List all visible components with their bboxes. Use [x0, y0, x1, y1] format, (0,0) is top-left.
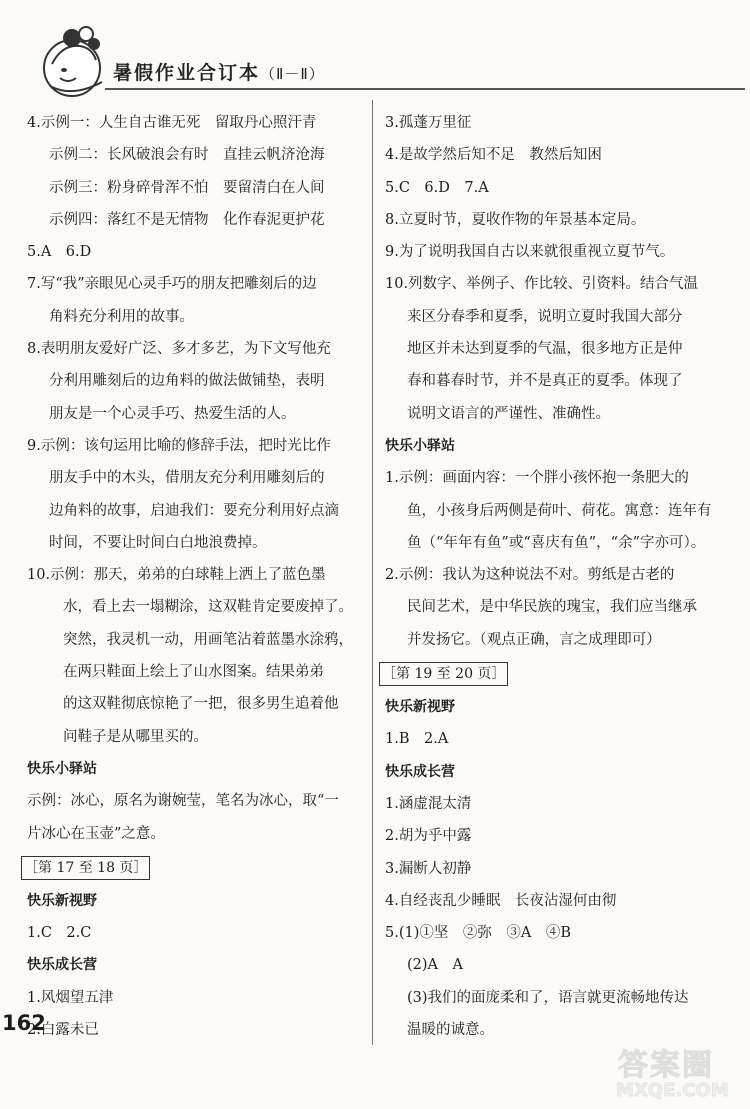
- section-heading: 快乐成长营: [27, 957, 97, 974]
- answer-line: 地区并未达到夏季的气温，很多地方正是仲: [407, 341, 683, 358]
- answer-line: 朋友是一个心灵手巧、热爱生活的人。: [49, 405, 296, 422]
- section-heading: 快乐新视野: [385, 699, 455, 716]
- answer-line: 示例二：长风破浪会有时 直挂云帆济沧海: [49, 147, 325, 164]
- answer-line: 2.示例：我认为这种说法不对。剪纸是古老的: [385, 567, 675, 584]
- answer-line: 9.示例：该句运用比喻的修辞手法，把时光比作: [27, 437, 331, 454]
- answer-line: 示例三：粉身碎骨浑不怕 要留清白在人间: [49, 179, 325, 196]
- answer-line: 1.涵虚混太清: [385, 795, 472, 812]
- watermark: [612, 1040, 742, 1104]
- answer-line: 4.自经丧乱少睡眠 长夜沾湿何由彻: [385, 892, 617, 909]
- answer-line: 说明文语言的严谨性、准确性。: [407, 405, 610, 422]
- answer-line: 时间，不要让时间白白地浪费掉。: [49, 534, 267, 551]
- page-number: 162: [2, 1011, 46, 1035]
- section-heading: 快乐成长营: [385, 763, 455, 780]
- answer-line: 1.风烟望五津: [27, 989, 114, 1006]
- answer-line: 4.是故学然后知不足 教然后知困: [385, 147, 602, 164]
- answer-line: 并发扬它。（观点正确，言之成理即可）: [407, 631, 661, 648]
- book-mascot-logo-icon: [42, 24, 114, 100]
- section-heading: 快乐新视野: [27, 892, 97, 909]
- watermark-cn: 答案圈: [618, 1048, 714, 1083]
- answer-line: (2)A A: [407, 957, 463, 974]
- watermark-url: MXQE.COM: [616, 1080, 729, 1101]
- answer-line: 片冰心在玉壶”之意。: [27, 825, 165, 842]
- answer-line: 在两只鞋面上绘上了山水图案。结果弟弟: [63, 664, 324, 681]
- book-title-main: 暑假作业合订本: [113, 62, 261, 84]
- column-divider: [372, 100, 373, 1045]
- answer-line: 角料充分利用的故事。: [49, 308, 194, 325]
- answer-line: 鱼（“年年有鱼”或“喜庆有鱼”，“余”字亦可）。: [407, 534, 706, 551]
- answer-line: 1.C 2.C: [27, 925, 92, 942]
- answer-line: 5.(1)①坚 ②弥 ③A ④B: [385, 925, 571, 942]
- answer-line: 2.胡为乎中露: [385, 828, 472, 845]
- answer-line: 示例四：落红不是无情物 化作春泥更护花: [49, 211, 325, 228]
- answer-line: 突然，我灵机一动，用画笔沾着蓝墨水涂鸦，: [63, 631, 353, 648]
- answer-line: 朋友手中的木头，借朋友充分利用雕刻后的: [49, 470, 325, 487]
- answer-line: 9.为了说明我国自古以来就很重视立夏节气。: [385, 244, 675, 261]
- answer-line: 3.漏断人初静: [385, 860, 472, 877]
- answer-line: 3.孤蓬万里征: [385, 115, 472, 131]
- book-title-volume: （Ⅱ－Ⅱ）: [260, 65, 325, 83]
- answer-line: 水，看上去一塌糊涂，这双鞋肯定要废掉了。: [63, 599, 353, 616]
- section-heading: 快乐小驿站: [27, 760, 97, 777]
- page-header: [0, 0, 750, 105]
- answer-line: 5.A 6.D: [27, 244, 92, 261]
- answer-line: 2.白露未已: [27, 1022, 99, 1039]
- page-range-label: ［第 19 至 20 页］: [379, 662, 508, 686]
- answer-line: 8.立夏时节，夏收作物的年景基本定局。: [385, 211, 646, 228]
- answer-line: 鱼，小孩身后两侧是荷叶、荷花。寓意：连年有: [407, 502, 712, 519]
- answer-line: 来区分春季和夏季，说明立夏时我国大部分: [407, 308, 683, 325]
- header-rule: [105, 88, 745, 90]
- answer-line: 问鞋子是从哪里买的。: [63, 728, 208, 745]
- answer-line: 5.C 6.D 7.A: [385, 179, 489, 196]
- answer-line: 8.表明朋友爱好广泛、多才多艺，为下文写他充: [27, 341, 331, 358]
- page-range-label: ［第 17 至 18 页］: [21, 856, 150, 880]
- answer-line: 分利用雕刻后的边角料的做法做铺垫，表明: [49, 373, 325, 390]
- answer-line: 示例：冰心，原名为谢婉莹，笔名为冰心，取“一: [27, 793, 339, 810]
- answer-line: (3)我们的面庞柔和了，语言就更流畅地传达: [407, 989, 689, 1006]
- answer-line: 的这双鞋彻底惊艳了一把，很多男生追着他: [63, 696, 339, 713]
- right-column: [382, 107, 730, 1046]
- answer-line: 10.示例：那天，弟弟的白球鞋上洒上了蓝色墨: [27, 567, 326, 584]
- answer-line: 10.列数字、举例子、作比较、引资料。结合气温: [385, 276, 699, 293]
- section-heading: 快乐小驿站: [385, 437, 455, 454]
- answer-line: 7.写“我”亲眼见心灵手巧的朋友把雕刻后的边: [27, 276, 317, 293]
- answer-line: 春和暮春时节，并不是真正的夏季。体现了: [407, 373, 683, 390]
- answer-line: 民间艺术，是中华民族的瑰宝，我们应当继承: [407, 599, 697, 616]
- answer-line: 边角料的故事，启迪我们：要充分利用好点滴: [49, 502, 339, 519]
- answer-line: 4.示例一：人生自古谁无死 留取丹心照汗青: [27, 115, 317, 131]
- answer-line: 1.示例：画面内容：一个胖小孩怀抱一条肥大的: [385, 470, 689, 487]
- answer-line: 温暖的诚意。: [407, 1022, 494, 1039]
- book-title: [113, 58, 325, 85]
- answer-line: 1.B 2.A: [385, 731, 449, 748]
